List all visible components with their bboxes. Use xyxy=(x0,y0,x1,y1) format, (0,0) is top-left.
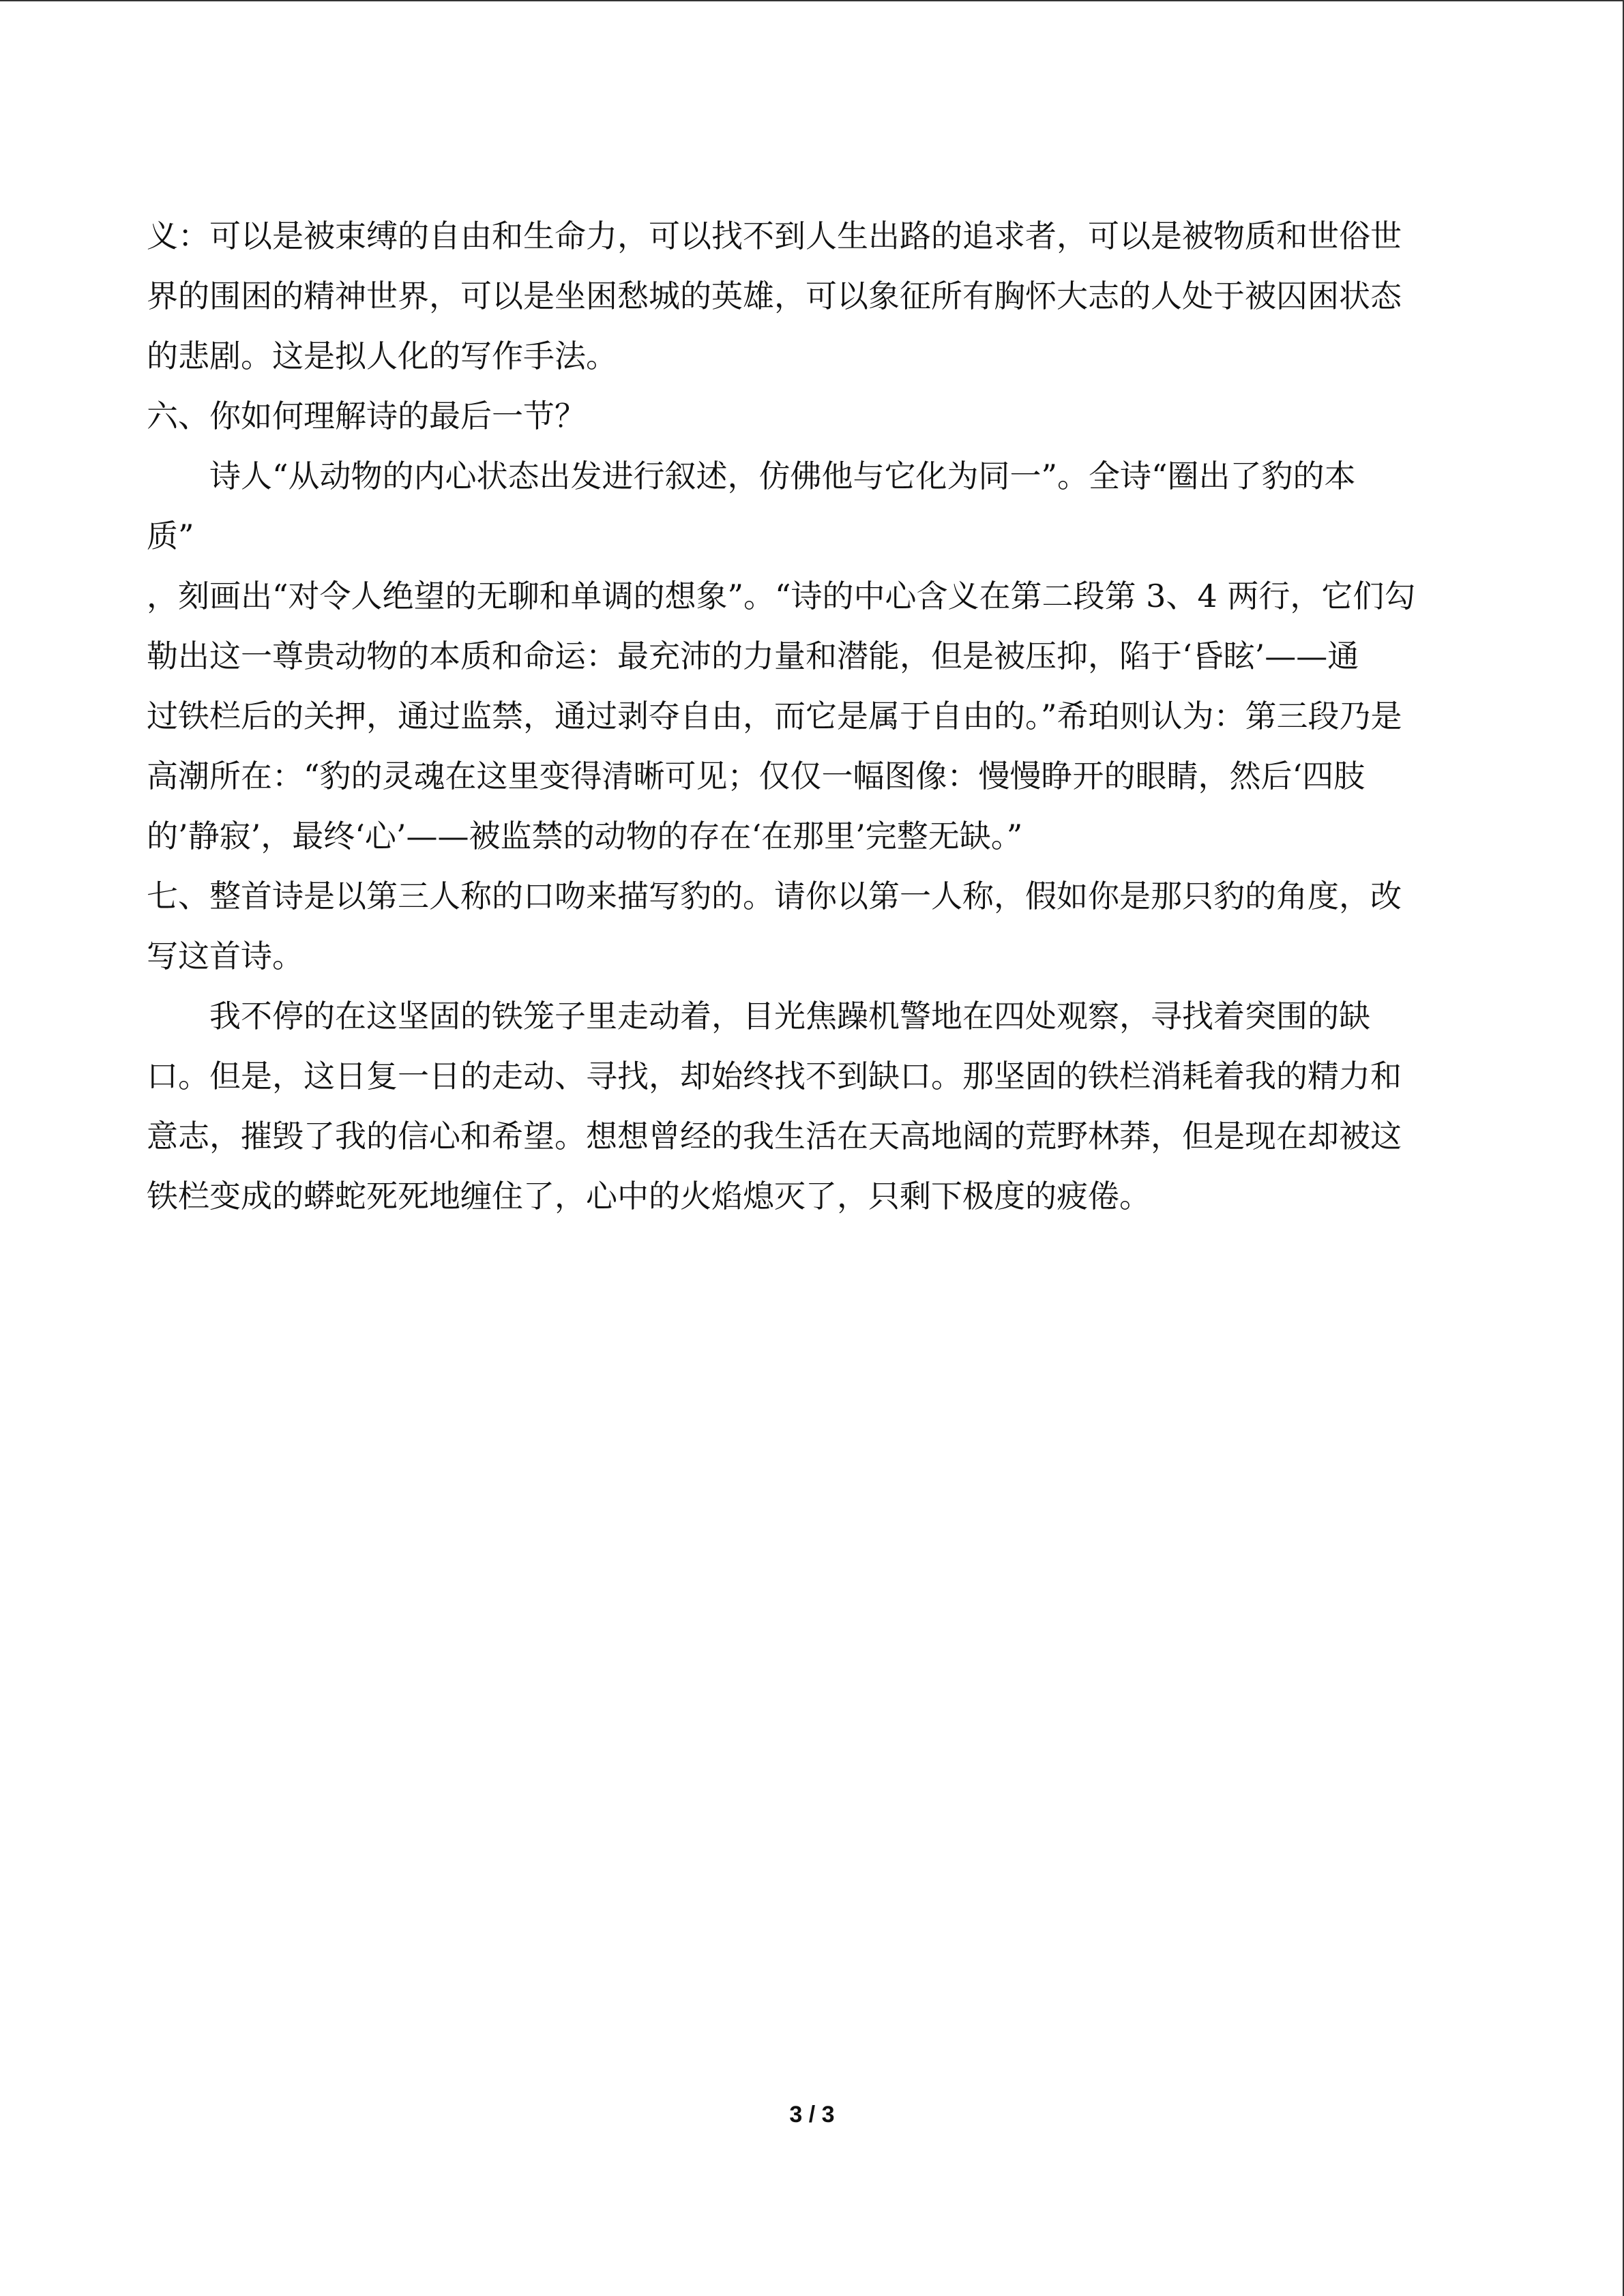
text-line: 的’静寂’，最终‘心’——被监禁的动物的存在‘在那里’完整无缺。” xyxy=(147,818,1023,854)
text-line: 写这首诗。 xyxy=(147,938,304,974)
text-line: 我不停的在这坚固的铁笼子里走动着，目光焦躁机警地在四处观察，寻找着突围的缺 xyxy=(209,998,1370,1034)
text-line: 义：可以是被束缚的自由和生命力，可以找不到人生出路的追求者，可以是被物质和世俗世 xyxy=(147,218,1402,254)
text-line: 高潮所在：“豹的灵魂在这里变得清晰可见；仅仅一幅图像：慢慢睁开的眼睛，然后‘四肢 xyxy=(147,758,1365,794)
page-number: 3 / 3 xyxy=(789,2102,835,2128)
text-line: 铁栏变成的蟒蛇死死地缠住了，心中的火焰熄灭了，只剩下极度的疲倦。 xyxy=(147,1178,1151,1214)
text-line: 过铁栏后的关押，通过监禁，通过剥夺自由，而它是属于自由的。”希珀则认为：第三段乃是 xyxy=(147,698,1402,734)
text-line: 的悲剧。这是拟人化的写作手法。 xyxy=(147,338,617,374)
text-line: 口。但是，这日复一日的走动、寻找，却始终找不到缺口。那坚固的铁栏消耗着我的精力和 xyxy=(147,1058,1402,1094)
question-heading-seven: 七、整首诗是以第三人称的口吻来描写豹的。请你以第一人称，假如你是那只豹的角度，改 xyxy=(147,878,1402,914)
text-line: 质” xyxy=(147,518,194,554)
question-heading-six: 六、你如何理解诗的最后一节？ xyxy=(147,398,586,434)
text-line: 意志，摧毁了我的信心和希望。想想曾经的我生活在天高地阔的荒野林莽，但是现在却被这 xyxy=(147,1118,1402,1154)
text-line: 勒出这一尊贵动物的本质和命运：最充沛的力量和潜能，但是被压抑，陷于‘昏眩’——通 xyxy=(147,638,1359,674)
text-line: 诗人“从动物的内心状态出发进行叙述，仿佛他与它化为同一”。全诗“圈出了豹的本 xyxy=(209,458,1356,494)
text-line: 界的围困的精神世界，可以是坐困愁城的英雄，可以象征所有胸怀大志的人处于被囚困状态 xyxy=(147,278,1402,314)
document-body xyxy=(147,206,1483,1226)
text-line: ，刻画出“对令人绝望的无聊和单调的想象”。“诗的中心含义在第二段第 3、4 两行，它们勾 xyxy=(147,578,1416,614)
